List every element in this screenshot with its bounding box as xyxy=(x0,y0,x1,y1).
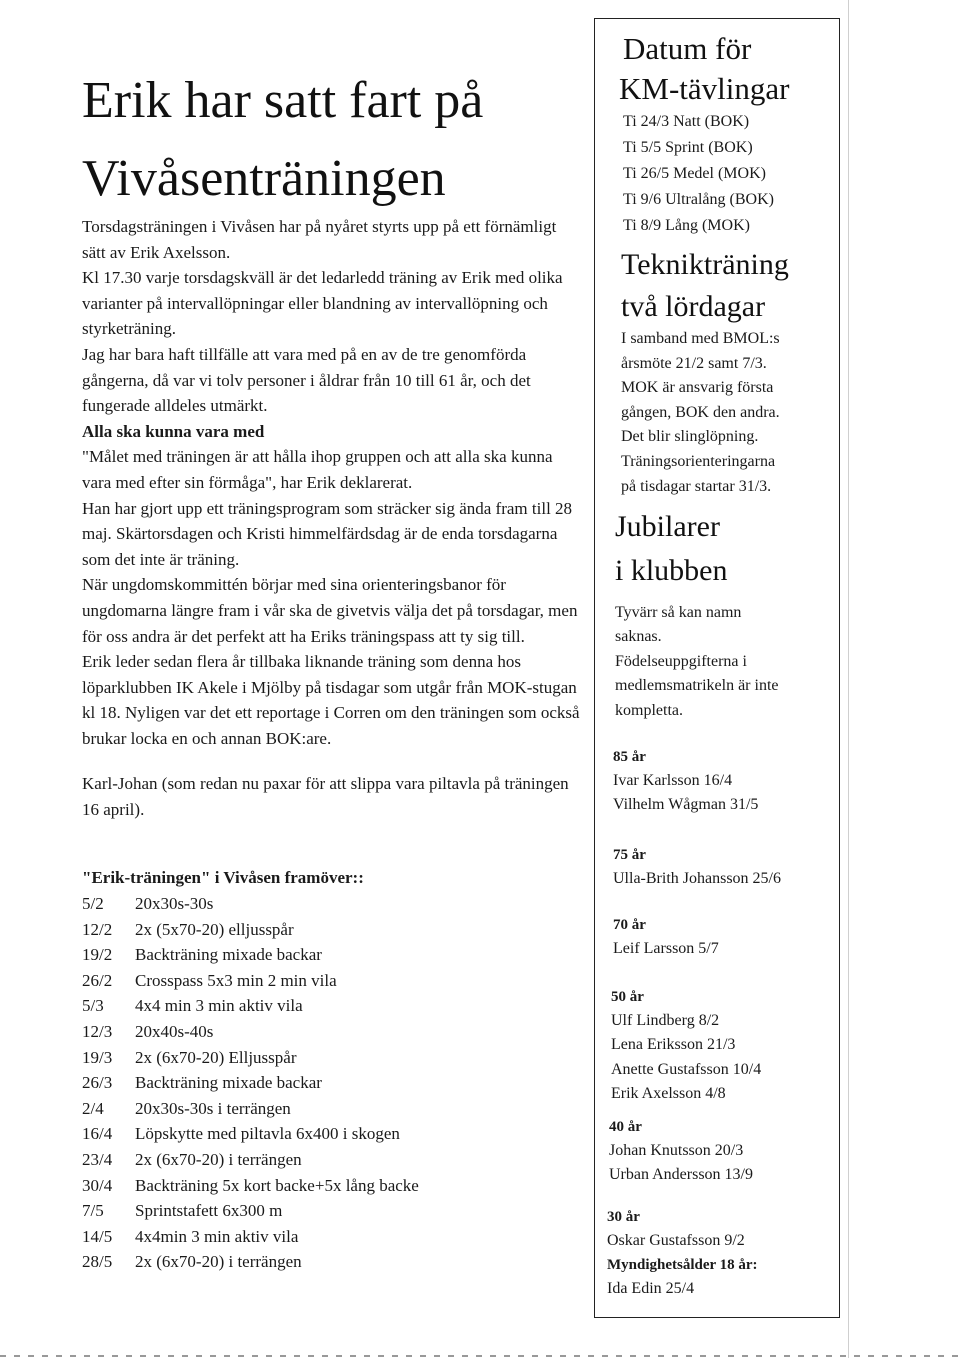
schedule-desc: 20x30s-30s i terrängen xyxy=(135,1098,291,1118)
article-body xyxy=(82,214,582,823)
paragraph: "Målet med träningen är att hålla ihop gruppen och att alla ska kunna vara med efter sin förmåga", har Erik deklarerat. xyxy=(82,447,553,492)
km-item: Ti 26/5 Medel (MOK) xyxy=(623,165,766,182)
schedule-desc: 20x30s-30s xyxy=(135,894,214,913)
schedule-row xyxy=(82,1198,582,1224)
age-heading: 30 år xyxy=(607,1209,640,1225)
schedule-row xyxy=(82,1147,582,1173)
schedule-desc: 4x4min 3 min aktiv vila xyxy=(135,1226,299,1246)
jubilarer-note: medlemsmatrikeln är inte xyxy=(615,677,779,695)
jubilarer-note: Födelseuppgifterna i xyxy=(615,652,747,670)
schedule-desc: Backträning mixade backar xyxy=(135,1073,322,1093)
jubilarer-title-1: Jubilarer xyxy=(615,510,720,543)
schedule-date: 30/4 xyxy=(82,1175,113,1195)
signoff: Karl-Johan (som redan nu paxar för att slippa vara piltavla på träningen 16 april). xyxy=(82,774,569,820)
schedule-row xyxy=(82,993,582,1019)
km-item: Ti 24/3 Natt (BOK) xyxy=(623,113,750,130)
schedule-desc: 2x (6x70-20) Elljusspår xyxy=(135,1047,297,1067)
schedule-row xyxy=(82,942,582,968)
teknik-line: på tisdagar startar 31/3. xyxy=(621,477,772,495)
age-heading: 70 år xyxy=(613,917,646,933)
schedule-row xyxy=(82,1019,582,1045)
myndighetsalder-heading: Myndighetsålder 18 år: xyxy=(607,1257,758,1274)
km-item: Ti 8/9 Lång (MOK) xyxy=(623,217,750,234)
teknik-section xyxy=(621,243,839,499)
schedule-row xyxy=(82,1070,582,1096)
km-title-2: KM-tävlingar xyxy=(619,71,790,106)
age-30 xyxy=(607,1205,839,1302)
paragraph: Kl 17.30 varje torsdagskväll är det ledarledd träning av Erik med olika varianter på intervallöpningar eller blandning av intervallöpning och styrketräning. xyxy=(82,268,563,339)
age-75 xyxy=(613,843,839,891)
page-edge-line xyxy=(848,0,849,1358)
schedule-date: 7/5 xyxy=(82,1201,104,1221)
teknik-title-2: två lördagar xyxy=(621,290,766,323)
member-name: Vilhelm Wågman 31/5 xyxy=(613,796,759,814)
teknik-line: I samband med BMOL:s xyxy=(621,330,780,347)
scan-artifact-line xyxy=(0,1355,960,1357)
member-name: Ulla-Brith Johansson 25/6 xyxy=(613,870,781,887)
paragraph: När ungdomskommittén börjar med sina orienteringsbanor för ungdomarna längre fram i vår ska de givetvis välja det på torsdagar, men för oss andra är det perfekt att ha Eriks träningspass att ty sig till. xyxy=(82,575,578,646)
schedule-date: 26/3 xyxy=(82,1073,113,1093)
teknik-line: årsmöte 21/2 samt 7/3. xyxy=(621,354,767,372)
schedule-desc: 20x40s-40s xyxy=(135,1021,214,1041)
teknik-line: gången, BOK den andra. xyxy=(621,403,780,421)
km-section xyxy=(619,29,839,239)
schedule-list xyxy=(82,891,582,1275)
article-headline xyxy=(82,62,602,218)
schedule-date: 26/2 xyxy=(82,970,113,990)
headline-line-2: Vivåsenträningen xyxy=(82,150,446,207)
paragraph: Jag har bara haft tillfälle att vara med på en av de tre genomförda gångerna, då var vi tolv personer i åldrar från 10 till 61 år, och det fungerade alldeles utmärkt. xyxy=(82,344,531,416)
schedule-row xyxy=(82,1173,582,1199)
schedule-row xyxy=(82,891,582,917)
schedule-desc: 2x (6x70-20) i terrängen xyxy=(135,1149,302,1169)
schedule-row xyxy=(82,968,582,994)
schedule-row xyxy=(82,1045,582,1071)
jubilarer-note: kompletta. xyxy=(615,701,683,719)
member-name: Urban Andersson 13/9 xyxy=(609,1166,753,1184)
age-heading: 40 år xyxy=(609,1119,642,1135)
schedule-date: 23/4 xyxy=(82,1149,113,1169)
schedule-date: 5/3 xyxy=(82,996,104,1016)
member-name: Oskar Gustafsson 9/2 xyxy=(607,1232,745,1249)
age-70 xyxy=(613,913,839,961)
article-subhead: Alla ska kunna vara med xyxy=(82,421,265,441)
schedule-date: 12/3 xyxy=(82,1021,113,1041)
schedule-desc: 2x (6x70-20) i terrängen xyxy=(135,1252,302,1272)
member-name: Johan Knutsson 20/3 xyxy=(609,1142,744,1159)
jubilarer-note: saknas. xyxy=(615,628,662,646)
schedule-row xyxy=(82,1224,582,1250)
member-name: Ida Edin 25/4 xyxy=(607,1280,695,1298)
member-name: Anette Gustafsson 10/4 xyxy=(611,1060,762,1078)
schedule-date: 28/5 xyxy=(82,1252,113,1272)
km-title-1: Datum för xyxy=(623,31,752,66)
member-name: Leif Larsson 5/7 xyxy=(613,940,719,957)
teknik-line: Det blir slinglöpning. xyxy=(621,428,759,446)
schedule-row xyxy=(82,917,582,943)
km-item: Ti 9/6 Ultralång (BOK) xyxy=(623,191,774,208)
age-50 xyxy=(611,985,839,1107)
schedule-date: 16/4 xyxy=(82,1124,113,1144)
schedule-date: 14/5 xyxy=(82,1226,113,1246)
member-name: Lena Eriksson 21/3 xyxy=(611,1036,736,1054)
age-85 xyxy=(613,745,839,818)
age-heading: 75 år xyxy=(613,847,646,863)
schedule-date: 19/3 xyxy=(82,1047,113,1067)
schedule-desc: Backträning 5x kort backe+5x lång backe xyxy=(135,1175,419,1195)
age-heading: 50 år xyxy=(611,989,644,1005)
schedule-date: 2/4 xyxy=(82,1098,104,1118)
schedule-row xyxy=(82,1096,582,1122)
jubilarer-title-2: i klubben xyxy=(615,554,728,587)
member-name: Erik Axelsson 4/8 xyxy=(611,1085,726,1103)
member-name: Ivar Karlsson 16/4 xyxy=(613,772,733,789)
schedule-row xyxy=(82,1249,582,1275)
schedule-date: 5/2 xyxy=(82,894,104,913)
teknik-line: MOK är ansvarig första xyxy=(621,379,774,397)
jubilarer-note: Tyvärr så kan namn xyxy=(615,604,742,621)
jubilarer-section xyxy=(615,505,839,723)
schedule-desc: 2x (5x70-20) elljusspår xyxy=(135,919,294,939)
age-40 xyxy=(609,1115,839,1188)
schedule-date: 12/2 xyxy=(82,919,113,939)
schedule-desc: Sprintstafett 6x300 m xyxy=(135,1201,283,1221)
schedule-title: "Erik-träningen" i Vivåsen framöver:: xyxy=(82,868,364,887)
schedule-desc: Löpskytte med piltavla 6x400 i skogen xyxy=(135,1124,400,1144)
teknik-line: Träningsorienteringarna xyxy=(621,452,776,470)
schedule-desc: Crosspass 5x3 min 2 min vila xyxy=(135,970,337,990)
paragraph: Han har gjort upp ett träningsprogram som sträcker sig ända fram till 28 maj. Skärtorsdagen och Kristi himmelfärdsdag är de enda torsdagarna som det inte är träning. xyxy=(82,498,573,569)
sidebar-box xyxy=(594,18,840,1318)
schedule-row xyxy=(82,1121,582,1147)
age-heading: 85 år xyxy=(613,749,646,765)
teknik-title-1: Teknikträning xyxy=(621,248,789,281)
schedule-desc: 4x4 min 3 min aktiv vila xyxy=(135,996,303,1016)
schedule-date: 19/2 xyxy=(82,945,113,965)
km-item: Ti 5/5 Sprint (BOK) xyxy=(623,139,753,156)
paragraph: Torsdagsträningen i Vivåsen har på nyåret styrts upp på ett förnämligt sätt av Erik Axelsson. xyxy=(82,217,557,262)
member-name: Ulf Lindberg 8/2 xyxy=(611,1012,720,1029)
schedule-desc: Backträning mixade backar xyxy=(135,945,322,965)
paragraph: Erik leder sedan flera år tillbaka liknande träning som denna hos löparklubben IK Akele i Mjölby på tisdagar som utgår från MOK-stugan kl 18. Nyligen var det ett reportage i Corren om den träningen som också brukar locka en och annan BOK:are. xyxy=(82,652,580,748)
headline-line-1: Erik har satt fart på xyxy=(82,72,484,129)
